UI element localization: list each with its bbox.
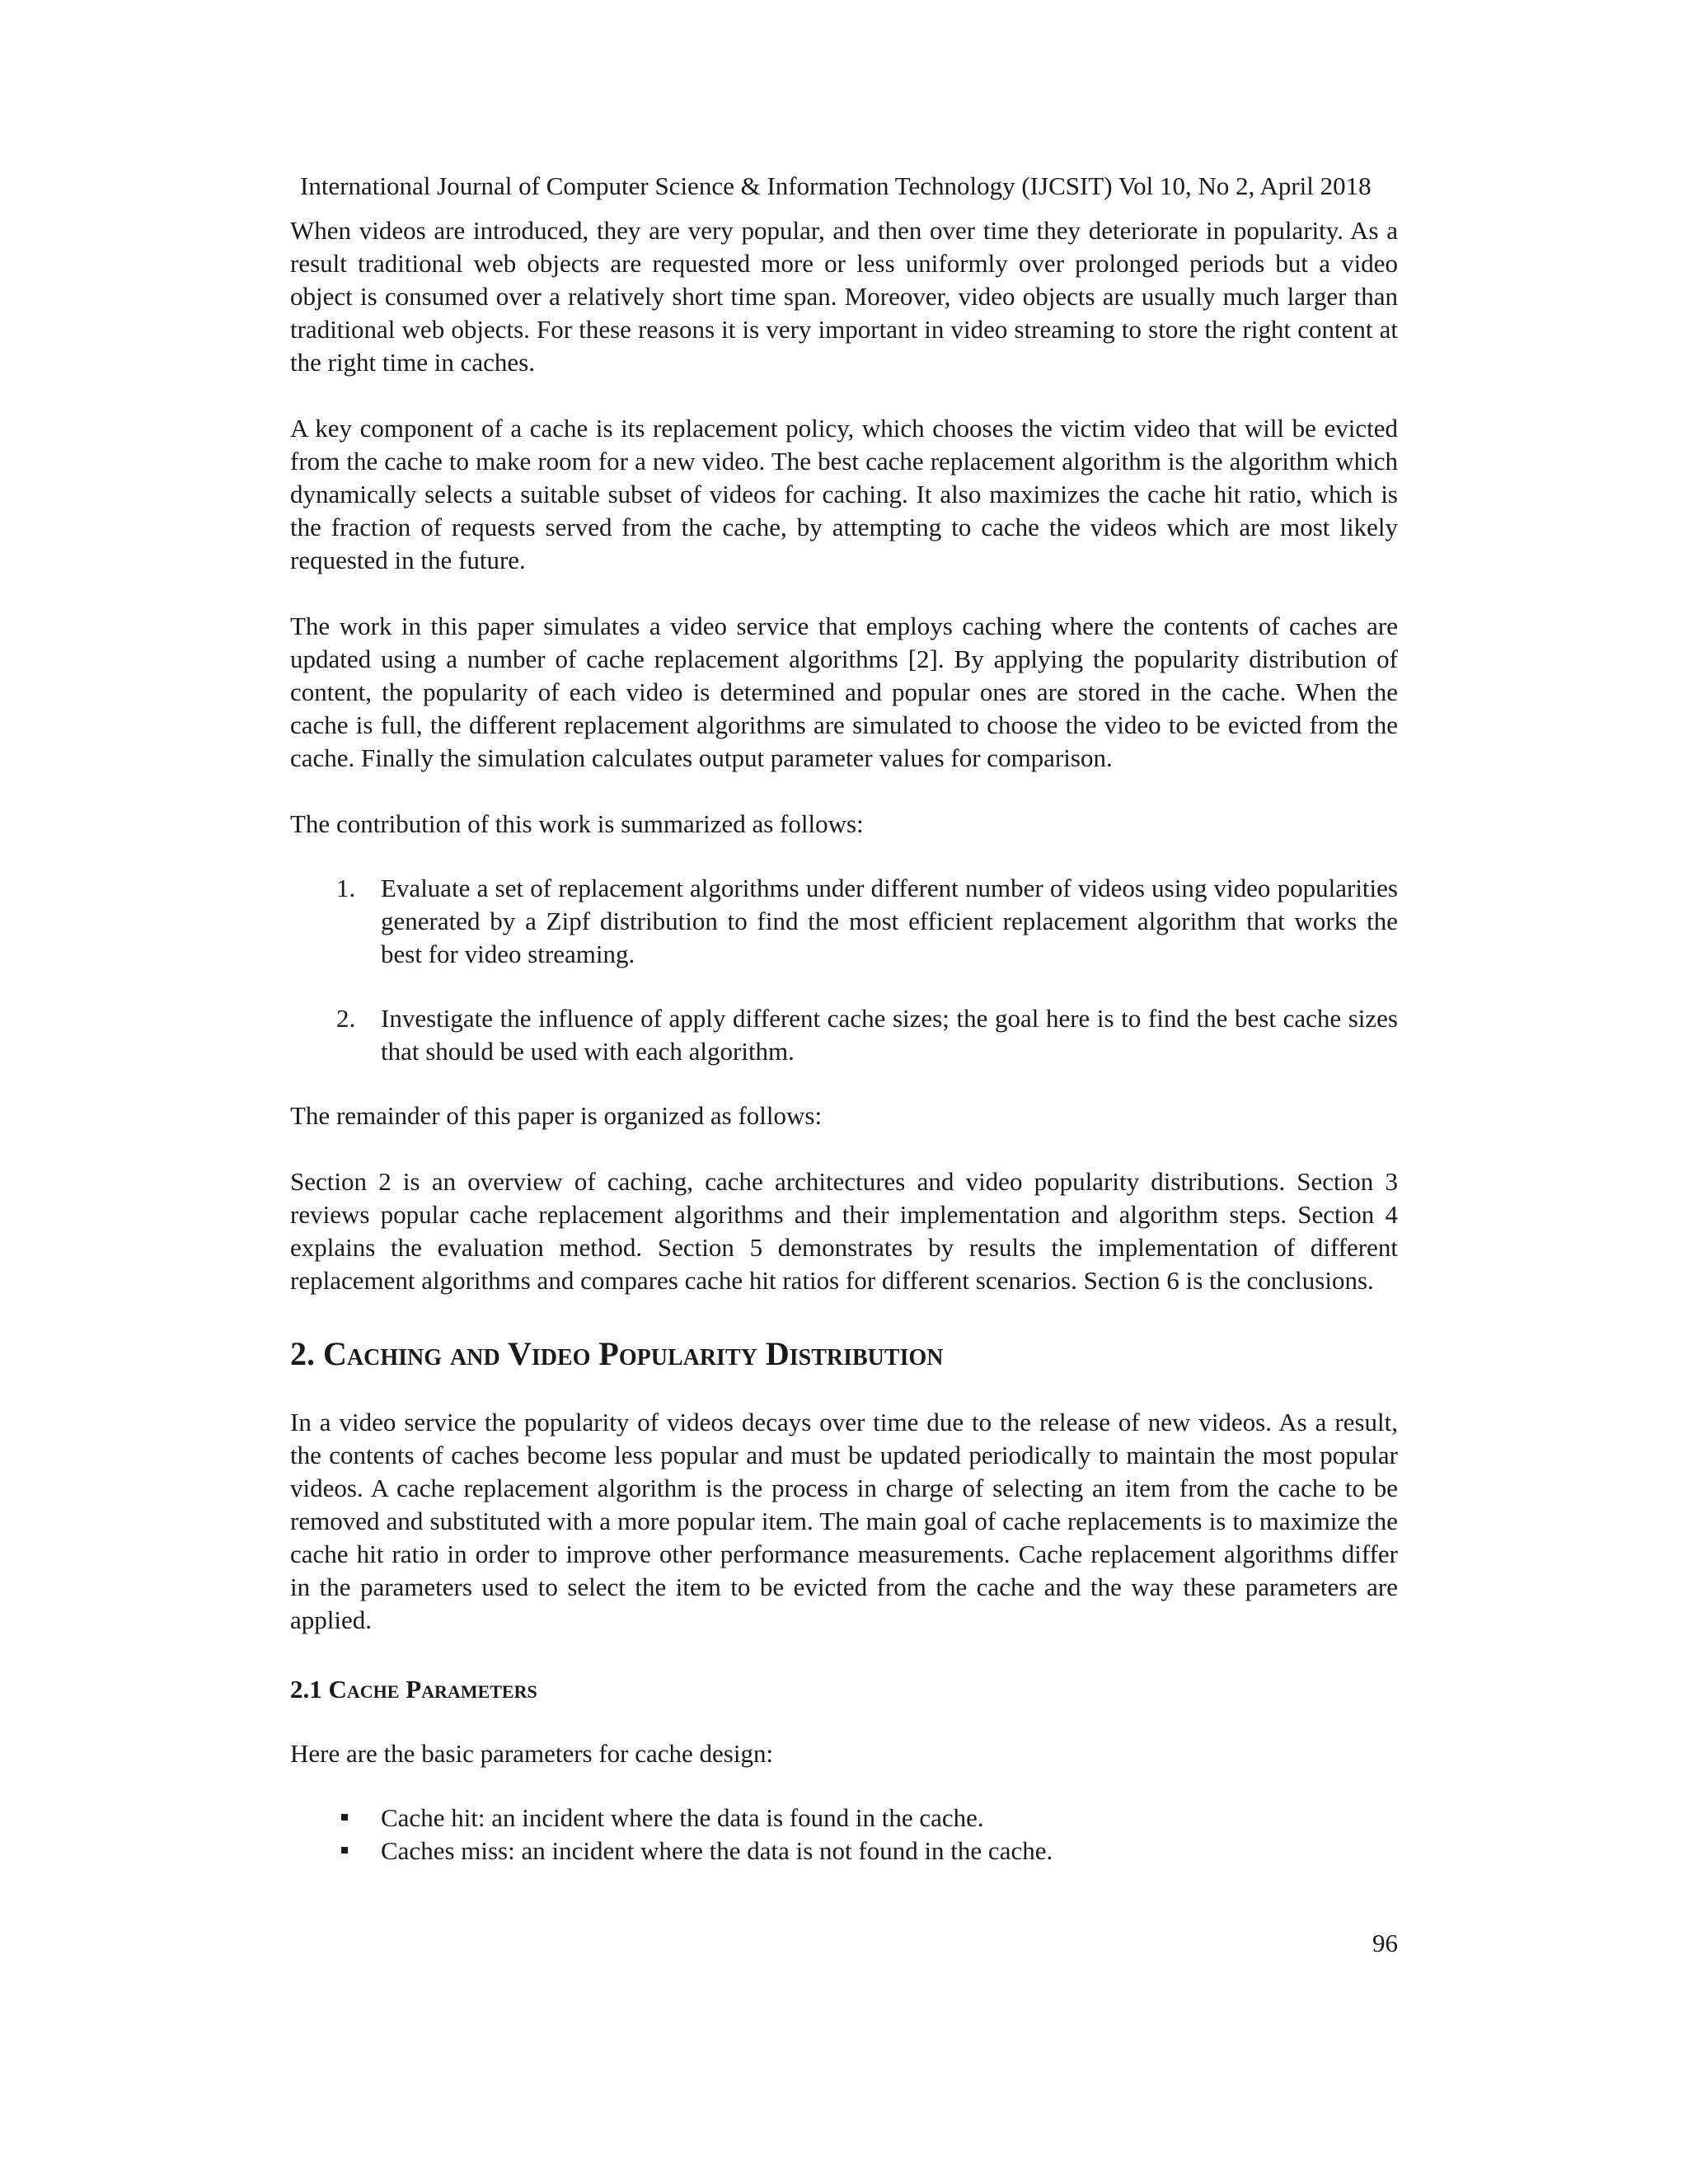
paragraph-popularity-decay: In a video service the popularity of videos decays over time due to the release of new videos. As a result, the contents of caches become less popular and must be updated periodically to maintain the most popular videos. A cache replacement algorithm is the process in charge of selecting an item from the cache to be removed and substituted with a more popular item. The main goal of cache replacements is to maximize the cache hit ratio in order to improve other performance measurements. Cache replacement algorithms differ in the parameters used to select the item to be evicted from the cache and the way these parameters are applied. bbox=[290, 1408, 1398, 1634]
paper-page bbox=[290, 0, 1398, 2184]
list-number: 2. bbox=[336, 1004, 356, 1033]
parameter-item bbox=[290, 1802, 1398, 1835]
paragraph-section-overview: Section 2 is an overview of caching, cache architectures and video popularity distributions. Section 3 reviews popular cache replacement algorithms and their implementation and algorithm steps. Section 4 explains the evaluation method. Section 5 demonstrates by results the implementation of different replacement algorithms and compares cache hit ratios for different scenarios. Section 6 is the conclusions. bbox=[290, 1167, 1398, 1295]
parameter-item bbox=[290, 1835, 1398, 1868]
body-text bbox=[290, 214, 1398, 1868]
bullet-square-icon bbox=[341, 1814, 348, 1821]
parameter-list bbox=[290, 1802, 1398, 1868]
contribution-list bbox=[290, 872, 1398, 1068]
list-number: 1. bbox=[336, 874, 356, 902]
paragraph-parameters-intro: Here are the basic parameters for cache design: bbox=[290, 1739, 774, 1768]
parameter-text: Cache hit: an incident where the data is found in the cache. bbox=[381, 1803, 984, 1832]
paragraph-video-popularity: When videos are introduced, they are very popular, and then over time they deteriorate in popularity. As a result traditional web objects are requested more or less uniformly over prolonged periods but a video object is consumed over a relatively short time span. Moreover, video objects are usually much larger than traditional web objects. For these reasons it is very important in video streaming to store the right content at the right time in caches. bbox=[290, 216, 1398, 377]
contribution-text: Evaluate a set of replacement algorithms under different number of videos using video popularities generated by a Zipf distribution to find the most efficient replacement algorithm that works the best for video streaming. bbox=[381, 874, 1398, 968]
paragraph-replacement-policy: A key component of a cache is its replacement policy, which chooses the victim video that will be evicted from the cache to make room for a new video. The best cache replacement algorithm is the algorithm which dynamically selects a suitable subset of videos for caching. It also maximizes the cache hit ratio, which is the fraction of requests served from the cache, by attempting to cache the videos which are most likely requested in the future. bbox=[290, 414, 1398, 574]
bullet-square-icon bbox=[341, 1847, 348, 1854]
section-heading-caching: 2. Caching and Video Popularity Distribution bbox=[290, 1335, 944, 1372]
contribution-item bbox=[290, 1002, 1398, 1068]
paragraph-simulation-work: The work in this paper simulates a video service that employs caching where the contents of caches are updated using a number of cache replacement algorithms [2]. By applying the popularity distribution of content, the popularity of each video is determined and popular ones are stored in the cache. When the cache is full, the different replacement algorithms are simulated to choose the video to be evicted from the cache. Finally the simulation calculates output parameter values for comparison. bbox=[290, 612, 1398, 772]
running-header: International Journal of Computer Science & Information Technology (IJCSIT) Vol 10, No 2, April 2018 bbox=[300, 171, 1372, 200]
page-number: 96 bbox=[1372, 1929, 1398, 1957]
contribution-text: Investigate the influence of apply different cache sizes; the goal here is to find the best cache sizes that should be used with each algorithm. bbox=[381, 1004, 1398, 1066]
paragraph-contribution-intro: The contribution of this work is summarized as follows: bbox=[290, 809, 864, 838]
subsection-heading-cache-parameters: 2.1 Cache Parameters bbox=[290, 1675, 537, 1704]
contribution-item bbox=[290, 872, 1398, 971]
paragraph-organization-intro: The remainder of this paper is organized as follows: bbox=[290, 1101, 823, 1130]
parameter-text: Caches miss: an incident where the data is not found in the cache. bbox=[381, 1836, 1053, 1865]
